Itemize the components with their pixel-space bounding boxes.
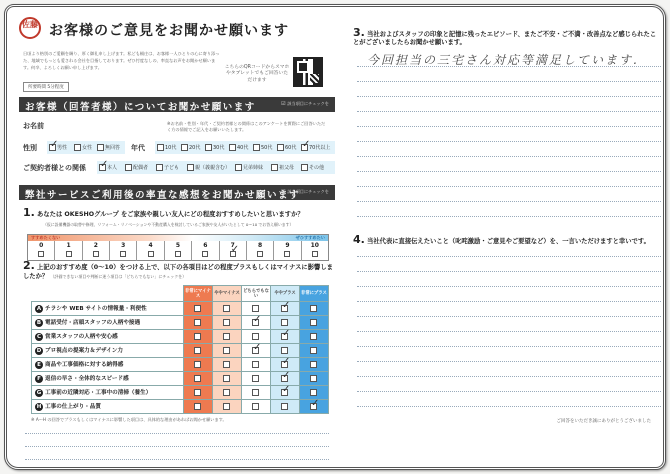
rating-cell[interactable] [213,316,242,330]
q1-text: あなたは OKESHOグループ をご家族や親しい友人にどの程度おすすめしたいと思いますか？ [37,211,304,218]
feedback-section-header [19,185,335,200]
checkbox[interactable] [194,333,201,340]
checkbox[interactable] [223,305,230,312]
rating-cell[interactable] [242,344,271,358]
letter-h-icon: H [36,404,42,410]
scale-option-7[interactable] [220,241,247,261]
checkbox-checked[interactable] [310,403,317,410]
checkbox[interactable] [229,144,236,151]
rating-cell[interactable] [271,400,300,414]
answer-line[interactable] [357,406,661,407]
rating-cell[interactable] [242,358,271,372]
option-label: その他 [309,165,325,171]
checkbox[interactable] [93,251,99,257]
checkbox[interactable] [310,375,317,382]
relation-option-child[interactable] [156,164,179,171]
checkbox[interactable] [281,347,288,354]
scale-option-0[interactable] [28,241,55,261]
letter-f-icon: F [35,375,43,383]
gender-option-female[interactable] [74,144,92,151]
gender-option-none[interactable] [97,144,120,151]
option-label: 祖父母 [279,165,295,171]
checkbox-checked[interactable] [281,305,288,312]
letter-e-icon: E [35,361,43,369]
checkbox[interactable] [277,144,284,151]
checkbox[interactable] [284,251,290,257]
scale-option-10[interactable] [302,241,328,261]
scale-number: 0 [39,242,44,249]
checkbox[interactable] [281,403,288,410]
q1-subtext: （仮に設備機器の取替や修理、リフォーム・リノベーションや不動産購入を検討しているご家族や友人がいたとして 0〜10 でお答え願います） [43,222,294,227]
checkbox[interactable] [194,361,201,368]
row-label [32,386,184,400]
checkbox[interactable] [253,144,260,151]
checkbox[interactable] [252,333,259,340]
scale-option-2[interactable] [83,241,110,261]
row-label [32,344,184,358]
answer-line[interactable] [25,459,329,460]
option-label: 本人 [107,165,118,171]
relation-label: ご契約者様との関係 [23,164,86,172]
answer-line[interactable] [357,126,661,127]
rating-cell[interactable] [213,358,242,372]
table-row [32,386,329,400]
scale-option-9[interactable] [274,241,301,261]
rating-cell[interactable] [242,316,271,330]
rating-cell[interactable] [300,372,329,386]
checkbox[interactable] [157,144,164,151]
page-title: お客様のご意見をお聞かせ願います [49,23,289,39]
age-option-30[interactable] [205,144,224,151]
scale-high-label: ぜひすすめたい [295,235,325,240]
checkbox-checked[interactable] [230,251,236,257]
checkbox[interactable] [120,251,126,257]
rating-cell[interactable] [184,330,213,344]
answer-line[interactable] [25,446,329,447]
option-label: 親（義親含む） [195,165,231,171]
checkbox[interactable] [194,403,201,410]
scale-number: 9 [285,242,290,249]
item-label: 営業スタッフの人柄や安心感 [45,334,118,340]
answer-line[interactable] [357,81,661,82]
q2-rating-table [31,285,329,414]
item-label: チラシや WEB サイトの情報量・利便性 [45,306,147,312]
relation-option-sibling[interactable] [235,164,263,171]
intro-text: 日頃より格別のご愛顧を賜り、厚く御礼申し上げます。私ども桶庄は、お客様一人ひとりの心に寄り添った、地域でもっとも愛される会社を目指しております。ぜひ忖度なしの、率直なお声をお聞かせ願います。何卒、よろしくお願い申し上げます。 [23,51,220,70]
item-label: 電話受付・店頭スタッフの人柄や接遇 [45,320,141,326]
checkbox[interactable] [310,305,317,312]
rating-cell[interactable] [184,316,213,330]
age-option-10[interactable] [157,144,176,151]
checkbox[interactable] [156,164,163,171]
answer-line[interactable] [357,301,661,302]
checkbox[interactable] [252,389,259,396]
checkbox[interactable] [194,305,201,312]
age-label: 年代 [131,144,145,152]
checkbox[interactable] [257,251,263,257]
age-option-70plus[interactable] [301,144,330,151]
checkbox[interactable] [252,305,259,312]
checkbox[interactable] [194,375,201,382]
rating-cell[interactable] [184,372,213,386]
row-label [32,302,184,316]
row-label [32,330,184,344]
checkbox[interactable] [223,389,230,396]
scale-option-3[interactable] [110,241,137,261]
option-label: 60代 [285,145,297,151]
age-option-20[interactable] [181,144,200,151]
age-option-60[interactable] [277,144,296,151]
answer-line[interactable] [357,391,661,392]
age-options [155,141,335,154]
letter-b-icon: B [36,320,42,326]
option-label: 70代以上 [309,145,331,151]
seal-stamp-icon: 佐藤 [19,17,41,39]
qr-instructions: こちらのQRコードからスマホやタブレットでもご回答いただけます [224,65,290,83]
rating-cell[interactable] [184,344,213,358]
q4-text: 当社代表に直接伝えたいこと（叱咤激励・ご意見やご要望など）を、一言いただけますと幸いです。 [367,238,650,245]
scale-number: 6 [203,242,208,249]
option-label: 20代 [189,145,201,151]
answer-line[interactable] [357,96,661,97]
survey-sheet [4,4,666,470]
checkbox[interactable] [223,361,230,368]
option-label: 40代 [237,145,249,151]
checkbox[interactable] [187,164,194,171]
gender-label: 性別 [23,144,37,152]
relation-option-parent[interactable] [187,164,230,171]
customer-section-title: お客様（回答者様）についてお聞かせ願います [25,102,256,113]
row-label [32,358,184,372]
left-column [17,13,335,468]
checkbox[interactable] [252,375,259,382]
checkbox[interactable] [148,251,154,257]
checkbox[interactable] [66,251,72,257]
empty-header [32,286,184,302]
checkbox-checked[interactable] [281,333,288,340]
scale-number: 2 [93,242,98,249]
scale-number: 10 [310,242,319,249]
rating-cell[interactable] [300,358,329,372]
gender-option-male[interactable] [49,144,67,151]
q4-question [353,233,650,246]
rating-cell[interactable] [242,372,271,386]
check-note: ☑ 該当項目にチェックを [281,101,329,107]
answer-line[interactable] [357,316,661,317]
option-label: 30代 [213,145,225,151]
check-note: ☑ 該当項目にチェックを [281,189,329,195]
checkbox[interactable] [223,375,230,382]
rating-cell[interactable] [213,330,242,344]
rating-cell[interactable] [213,372,242,386]
checkbox[interactable] [301,144,308,151]
age-option-40[interactable] [229,144,248,151]
checkbox[interactable] [223,403,230,410]
col-slightly-negative: ややマイナス [213,286,242,302]
q3-handwritten-answer[interactable]: 今回担当の三宅さん対応等満足しています. [367,53,639,67]
scale-number: 5 [175,242,181,249]
rating-cell[interactable] [271,386,300,400]
option-label: 10代 [165,145,177,151]
scale-number: 3 [121,242,126,249]
letter-g-icon: G [36,390,42,396]
relation-options [97,161,335,174]
checkbox-checked[interactable] [252,319,259,326]
option-label: 50代 [261,145,273,151]
privacy-note: ※お名前・性別・年代・ご契約者様との関係はこのアンケートを實際にご回答いただく方の情報でご記入をお願いいたします。 [167,121,326,132]
checkbox[interactable] [310,333,317,340]
option-label: 子ども [164,165,180,171]
item-label: 返信の早さ・全体的なスピード感 [45,376,129,382]
scale-option-5[interactable] [165,241,192,261]
answer-line[interactable] [357,346,661,347]
answer-line[interactable] [357,111,661,112]
checkbox[interactable] [235,164,242,171]
checkbox[interactable] [99,164,106,171]
item-label: 工事前の近隣対応・工事中の清掃（養生） [45,390,152,396]
answer-line[interactable] [357,271,661,272]
scale-number: 4 [148,242,153,249]
checkbox[interactable] [175,251,181,257]
answer-line[interactable] [25,433,329,434]
rating-cell[interactable] [242,400,271,414]
checkbox-checked[interactable] [252,347,259,354]
table-row [32,400,329,414]
checkbox-checked[interactable] [281,375,288,382]
checkbox[interactable] [125,164,132,171]
item-label: 商品や工事価格に対する納得感 [45,362,124,368]
rating-cell[interactable] [300,316,329,330]
table-row [32,302,329,316]
answer-line[interactable] [357,186,661,187]
checkbox-checked[interactable] [281,389,288,396]
checkbox[interactable] [252,361,259,368]
q2-footnote: ※ A〜H の回答でプラスもしくはマイナスに影響した項目は、具体的な理由があればお聞かせ願います。 [31,417,227,422]
option-label: 男性 [57,145,68,151]
customer-section-header [19,97,335,112]
option-label: 兄弟姉妹 [243,165,264,171]
scale-option-8[interactable] [247,241,274,261]
checkbox[interactable] [97,144,104,151]
checkbox[interactable] [205,144,212,151]
checkbox[interactable] [194,319,201,326]
col-neutral: どちらでもない [242,286,271,302]
relation-option-spouse[interactable] [125,164,148,171]
answer-line[interactable] [357,156,661,157]
item-label: 工事の仕上がり・品質 [45,404,101,410]
answer-line[interactable] [357,256,661,257]
checkbox[interactable] [194,347,201,354]
right-column [349,13,661,468]
rating-cell[interactable] [300,400,329,414]
answer-line[interactable] [357,331,661,332]
q2-number: 2. [23,259,35,272]
checkbox[interactable] [312,251,318,257]
scale-option-1[interactable] [55,241,82,261]
q3-question [353,26,657,47]
scale-option-6[interactable] [192,241,219,261]
option-label: 無回答 [105,145,121,151]
checkbox[interactable] [49,144,56,151]
answer-line[interactable] [357,286,661,287]
letter-c-icon: C [36,334,42,340]
q2-subtext: （評価できない項目や判断に迷う項目は「どちらでもない」にチェックを） [50,274,187,279]
relation-option-self[interactable] [99,164,117,171]
checkbox[interactable] [281,319,288,326]
answer-line[interactable] [357,361,661,362]
q1-question [23,206,304,219]
letter-a-icon: A [36,306,42,312]
checkbox[interactable] [202,251,208,257]
scale-number: 8 [257,242,263,249]
rating-cell[interactable] [213,400,242,414]
answer-line[interactable] [357,66,661,67]
age-option-50[interactable] [253,144,272,151]
recommend-scale [27,234,329,261]
rating-cell[interactable] [271,330,300,344]
rating-cell[interactable] [184,400,213,414]
name-label: お名前 [23,122,44,130]
q2-question [23,261,333,281]
row-label [32,316,184,330]
checkbox[interactable] [310,319,317,326]
qr-code-icon[interactable] [293,57,323,87]
q4-number: 4. [353,233,365,246]
rating-cell[interactable] [300,302,329,316]
rating-cell[interactable] [213,302,242,316]
item-label: プロ視点の提案力＆デザイン力 [45,348,123,354]
thank-you-note: ご回答をいただき誠にありがとうございました [556,419,651,424]
relation-option-grandparent[interactable] [271,164,294,171]
letter-d-icon: D [36,348,42,354]
checkbox[interactable] [38,251,44,257]
col-slightly-positive: ややプラス [271,286,300,302]
checkbox[interactable] [181,144,188,151]
duration-badge: 所要時間 5分程度 [23,82,69,92]
checkbox-checked[interactable] [281,361,288,368]
rating-cell[interactable] [242,386,271,400]
option-label: 配偶者 [133,165,149,171]
row-label [32,400,184,414]
checkbox[interactable] [223,333,230,340]
relation-option-other[interactable] [301,164,324,171]
answer-line[interactable] [357,216,661,217]
checkbox[interactable] [223,319,230,326]
option-label: 女性 [82,145,93,151]
answer-line[interactable] [357,171,661,172]
row-label [32,372,184,386]
rating-cell[interactable] [213,386,242,400]
checkbox[interactable] [194,389,201,396]
answer-line[interactable] [357,141,661,142]
checkbox[interactable] [271,164,278,171]
rating-cell[interactable] [271,302,300,316]
rating-cell[interactable] [300,344,329,358]
scale-option-4[interactable] [137,241,164,261]
checkbox[interactable] [310,361,317,368]
gender-options [47,141,125,154]
checkbox[interactable] [310,347,317,354]
q3-text: 当社およびスタッフの印象と記憶に残ったエピソード、またご不安・ご不満・改善点など感じられたことがございましたらお聞かせ願います。 [353,31,657,46]
rating-cell[interactable] [213,344,242,358]
feedback-section-title: 弊社サービスご利用後の率直な感想をお聞かせ願います [25,190,301,201]
col-very-positive: 非常にプラス [300,286,329,302]
rating-cell[interactable] [184,386,213,400]
checkbox[interactable] [310,389,317,396]
answer-line[interactable] [357,376,661,377]
q2-text: 上記のおすすめ度（0〜10）をつける上で、以下の各項目はどの程度プラスもしくはマイナスに影響しましたか？ [23,264,333,280]
rating-cell[interactable] [300,330,329,344]
col-very-negative: 非常にマイナス [184,286,213,302]
rating-cell[interactable] [184,302,213,316]
rating-cell[interactable] [184,358,213,372]
checkbox[interactable] [223,347,230,354]
checkbox[interactable] [74,144,81,151]
scale-cells [28,241,328,261]
checkbox[interactable] [301,164,308,171]
checkbox[interactable] [252,403,259,410]
q1-number: 1. [23,206,35,219]
scale-number: 1 [66,242,71,249]
scale-low-label: すすめたくない [31,235,61,240]
answer-line[interactable] [357,201,661,202]
table-row [32,330,329,344]
q3-number: 3. [353,26,365,39]
